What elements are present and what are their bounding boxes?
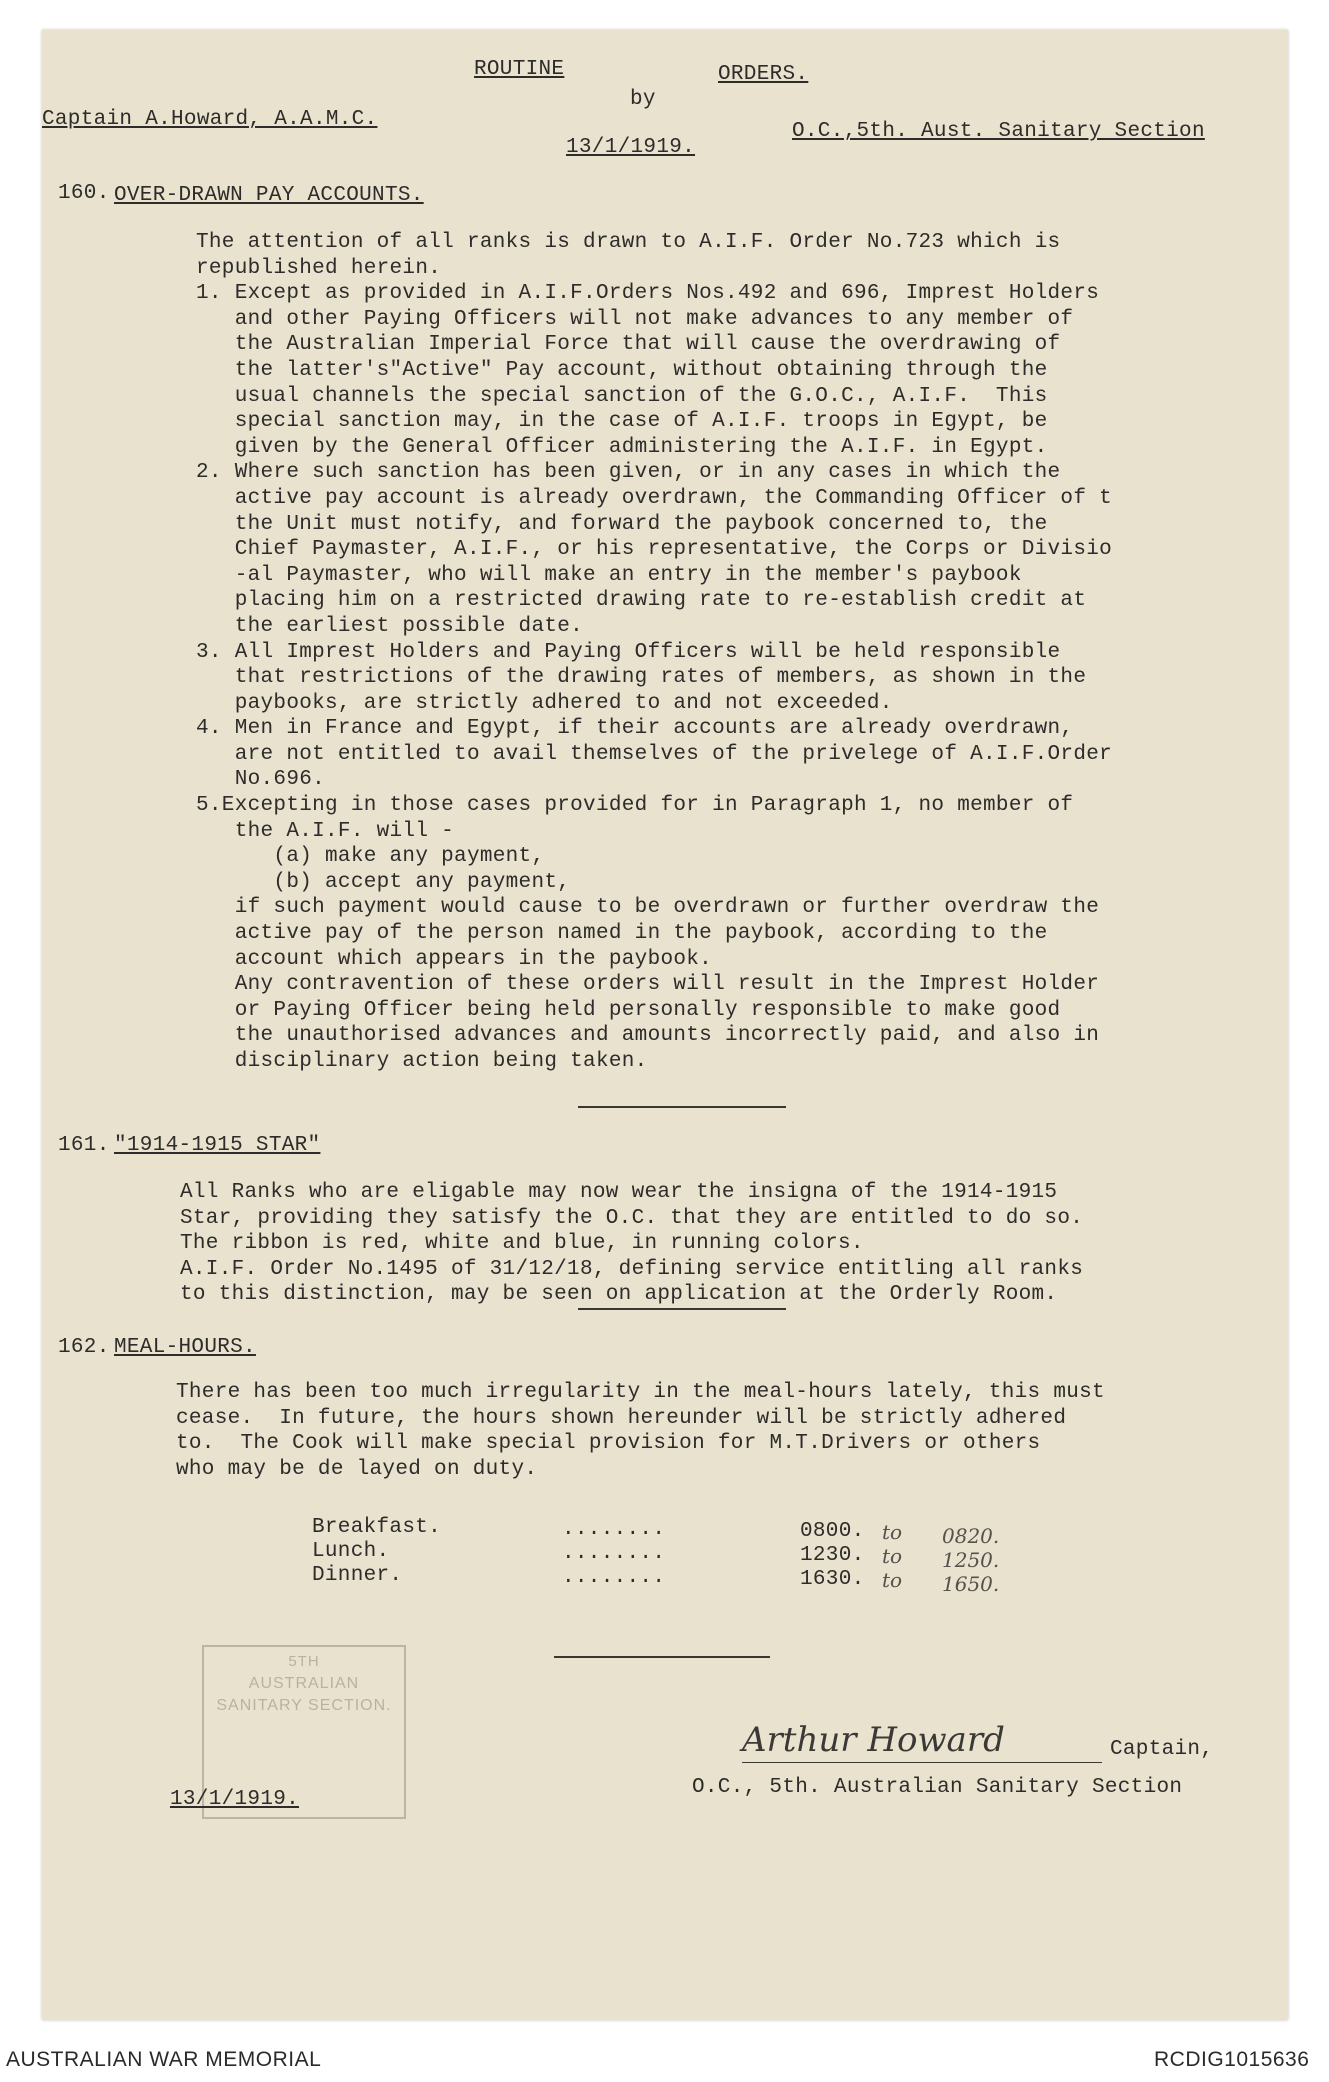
text-line: Chief Paymaster, A.I.F., or his representative, the Corps or Divisio [196,538,1113,562]
text-line: to this distinction, may be seen on application at the Orderly Room. [180,1283,1058,1307]
signature-rank: Captain, [1110,1738,1214,1761]
text-line: Star, providing they satisfy the O.C. that they are entitled to do so. [180,1206,1084,1230]
text-line: A.I.F. Order No.1495 of 31/12/18, defining service entitling all ranks [180,1257,1084,1281]
text-line: There has been too much irregularity in the meal-hours lately, this must [176,1381,1105,1404]
meal-to: to [882,1568,903,1592]
text-line: and other Paying Officers will not make advances to any member of [196,307,1074,331]
signature-title: O.C., 5th. Australian Sanitary Section [692,1776,1183,1799]
meal-end-time: 1250. [942,1548,1000,1572]
text-line: active pay account is already overdrawn, the Commanding Officer of t [196,486,1113,510]
meal-time: 0800. [800,1520,865,1543]
meal-name: Lunch. [312,1540,390,1563]
text-line: disciplinary action being taken. [196,1050,648,1073]
header-orders: ORDERS. [718,63,809,86]
stamp-line: 5TH [288,1653,320,1670]
section-162-title: MEAL-HOURS. [114,1336,256,1359]
text-line: 4. Men in France and Egypt, if their accounts are already overdrawn, [196,717,1074,741]
section-160-number: 160. [58,182,110,205]
meal-name: Dinner. [312,1564,403,1587]
text-line: account which appears in the paybook. [196,947,713,971]
signature-line [742,1762,1102,1763]
text-line: placing him on a restricted drawing rate to re-establish credit at [196,589,1087,613]
text-line: 2. Where such sanction has been given, or in any cases in which the [196,461,1061,485]
text-line: active pay of the person named in the paybook, according to the [196,922,1048,946]
divider [554,1656,770,1658]
section-161-body [180,1180,1250,1308]
stamp-line: SANITARY SECTION. [216,1697,392,1714]
text-line: 3. All Imprest Holders and Paying Officers will be held responsible [196,640,1061,664]
text-line: that restrictions of the drawing rates of members, as shown in the [196,666,1087,690]
header-author: Captain A.Howard, A.A.M.C. [42,108,378,131]
text-line: the A.I.F. will - [196,819,455,843]
text-line: -al Paymaster, who will make an entry in the member's paybook [196,563,1022,587]
text-line: the unauthorised advances and amounts incorrectly paid, and also in [196,1024,1100,1048]
section-160-body [196,230,1252,1075]
text-line: The ribbon is red, white and blue, in running colors. [180,1232,864,1256]
text-line: if such payment would cause to be overdrawn or further overdraw the [196,896,1100,920]
stamp-line: AUSTRALIAN [248,1675,360,1692]
header-unit: O.C.,5th. Aust. Sanitary Section [792,120,1205,143]
header-routine: ROUTINE [474,58,565,81]
text-line: (a) make any payment, [196,845,545,869]
text-line: The attention of all ranks is drawn to A.I.F. Order No.723 which is [196,231,1061,254]
text-line: republished herein. [196,256,442,280]
meal-time: 1230. [800,1544,865,1567]
section-160-title: OVER-DRAWN PAY ACCOUNTS. [114,184,424,207]
text-line: the Australian Imperial Force that will cause the overdrawing of [196,333,1061,357]
text-line: or Paying Officer being held personally responsible to make good [196,998,1061,1022]
document-sheet [42,30,1288,2020]
meal-name: Breakfast. [312,1516,442,1539]
meal-time: 1630. [800,1568,865,1591]
text-line: the latter's"Active" Pay account, without obtaining through the [196,358,1048,382]
text-line: cease. In future, the hours shown hereunder will be strictly adhered [176,1406,1067,1430]
text-line: usual channels the special sanction of the G.O.C., A.I.F. This [196,384,1048,408]
footer-record-id: RCDIG1015636 [1154,2048,1310,2071]
header-by: by [630,88,656,111]
text-line: 1. Except as provided in A.I.F.Orders Nos.492 and 696, Imprest Holders [196,282,1100,306]
text-line: the earliest possible date. [196,614,584,638]
meal-end-time: 1650. [942,1572,1000,1596]
section-162-body [176,1380,1252,1482]
stamp-date: 13/1/1919. [170,1788,300,1811]
section-161-title: "1914-1915 STAR" [114,1134,321,1157]
meal-dots: ........ [562,1542,666,1565]
text-line: the Unit must notify, and forward the paybook concerned to, the [196,512,1048,536]
meal-dots: ........ [562,1566,666,1589]
text-line: given by the General Officer administering the A.I.F. in Egypt. [196,435,1048,459]
handwritten-signature: Arthur Howard [742,1720,1005,1760]
text-line: No.696. [196,768,326,792]
text-line: (b) accept any payment, [196,870,571,894]
divider [578,1106,786,1108]
meal-end-time: 0820. [942,1524,1000,1548]
meal-to: to [882,1544,903,1568]
footer-archive-name: AUSTRALIAN WAR MEMORIAL [6,2048,322,2071]
meal-dots: ........ [562,1518,666,1541]
section-162-number: 162. [58,1336,110,1359]
meal-to: to [882,1520,903,1544]
text-line: paybooks, are strictly adhered to and not exceeded. [196,691,893,715]
text-line: to. The Cook will make special provision for M.T.Drivers or others [176,1432,1041,1456]
header-date: 13/1/1919. [566,136,696,159]
text-line: are not entitled to avail themselves of the privelege of A.I.F.Order [196,742,1113,766]
text-line: special sanction may, in the case of A.I.F. troops in Egypt, be [196,410,1048,434]
divider [578,1308,786,1310]
section-161-number: 161. [58,1134,110,1157]
text-line: who may be de layed on duty. [176,1457,538,1481]
text-line: 5.Excepting in those cases provided for in Paragraph 1, no member of [196,794,1074,818]
text-line: Any contravention of these orders will result in the Imprest Holder [196,973,1100,997]
text-line: All Ranks who are eligable may now wear the insigna of the 1914-1915 [180,1181,1058,1204]
